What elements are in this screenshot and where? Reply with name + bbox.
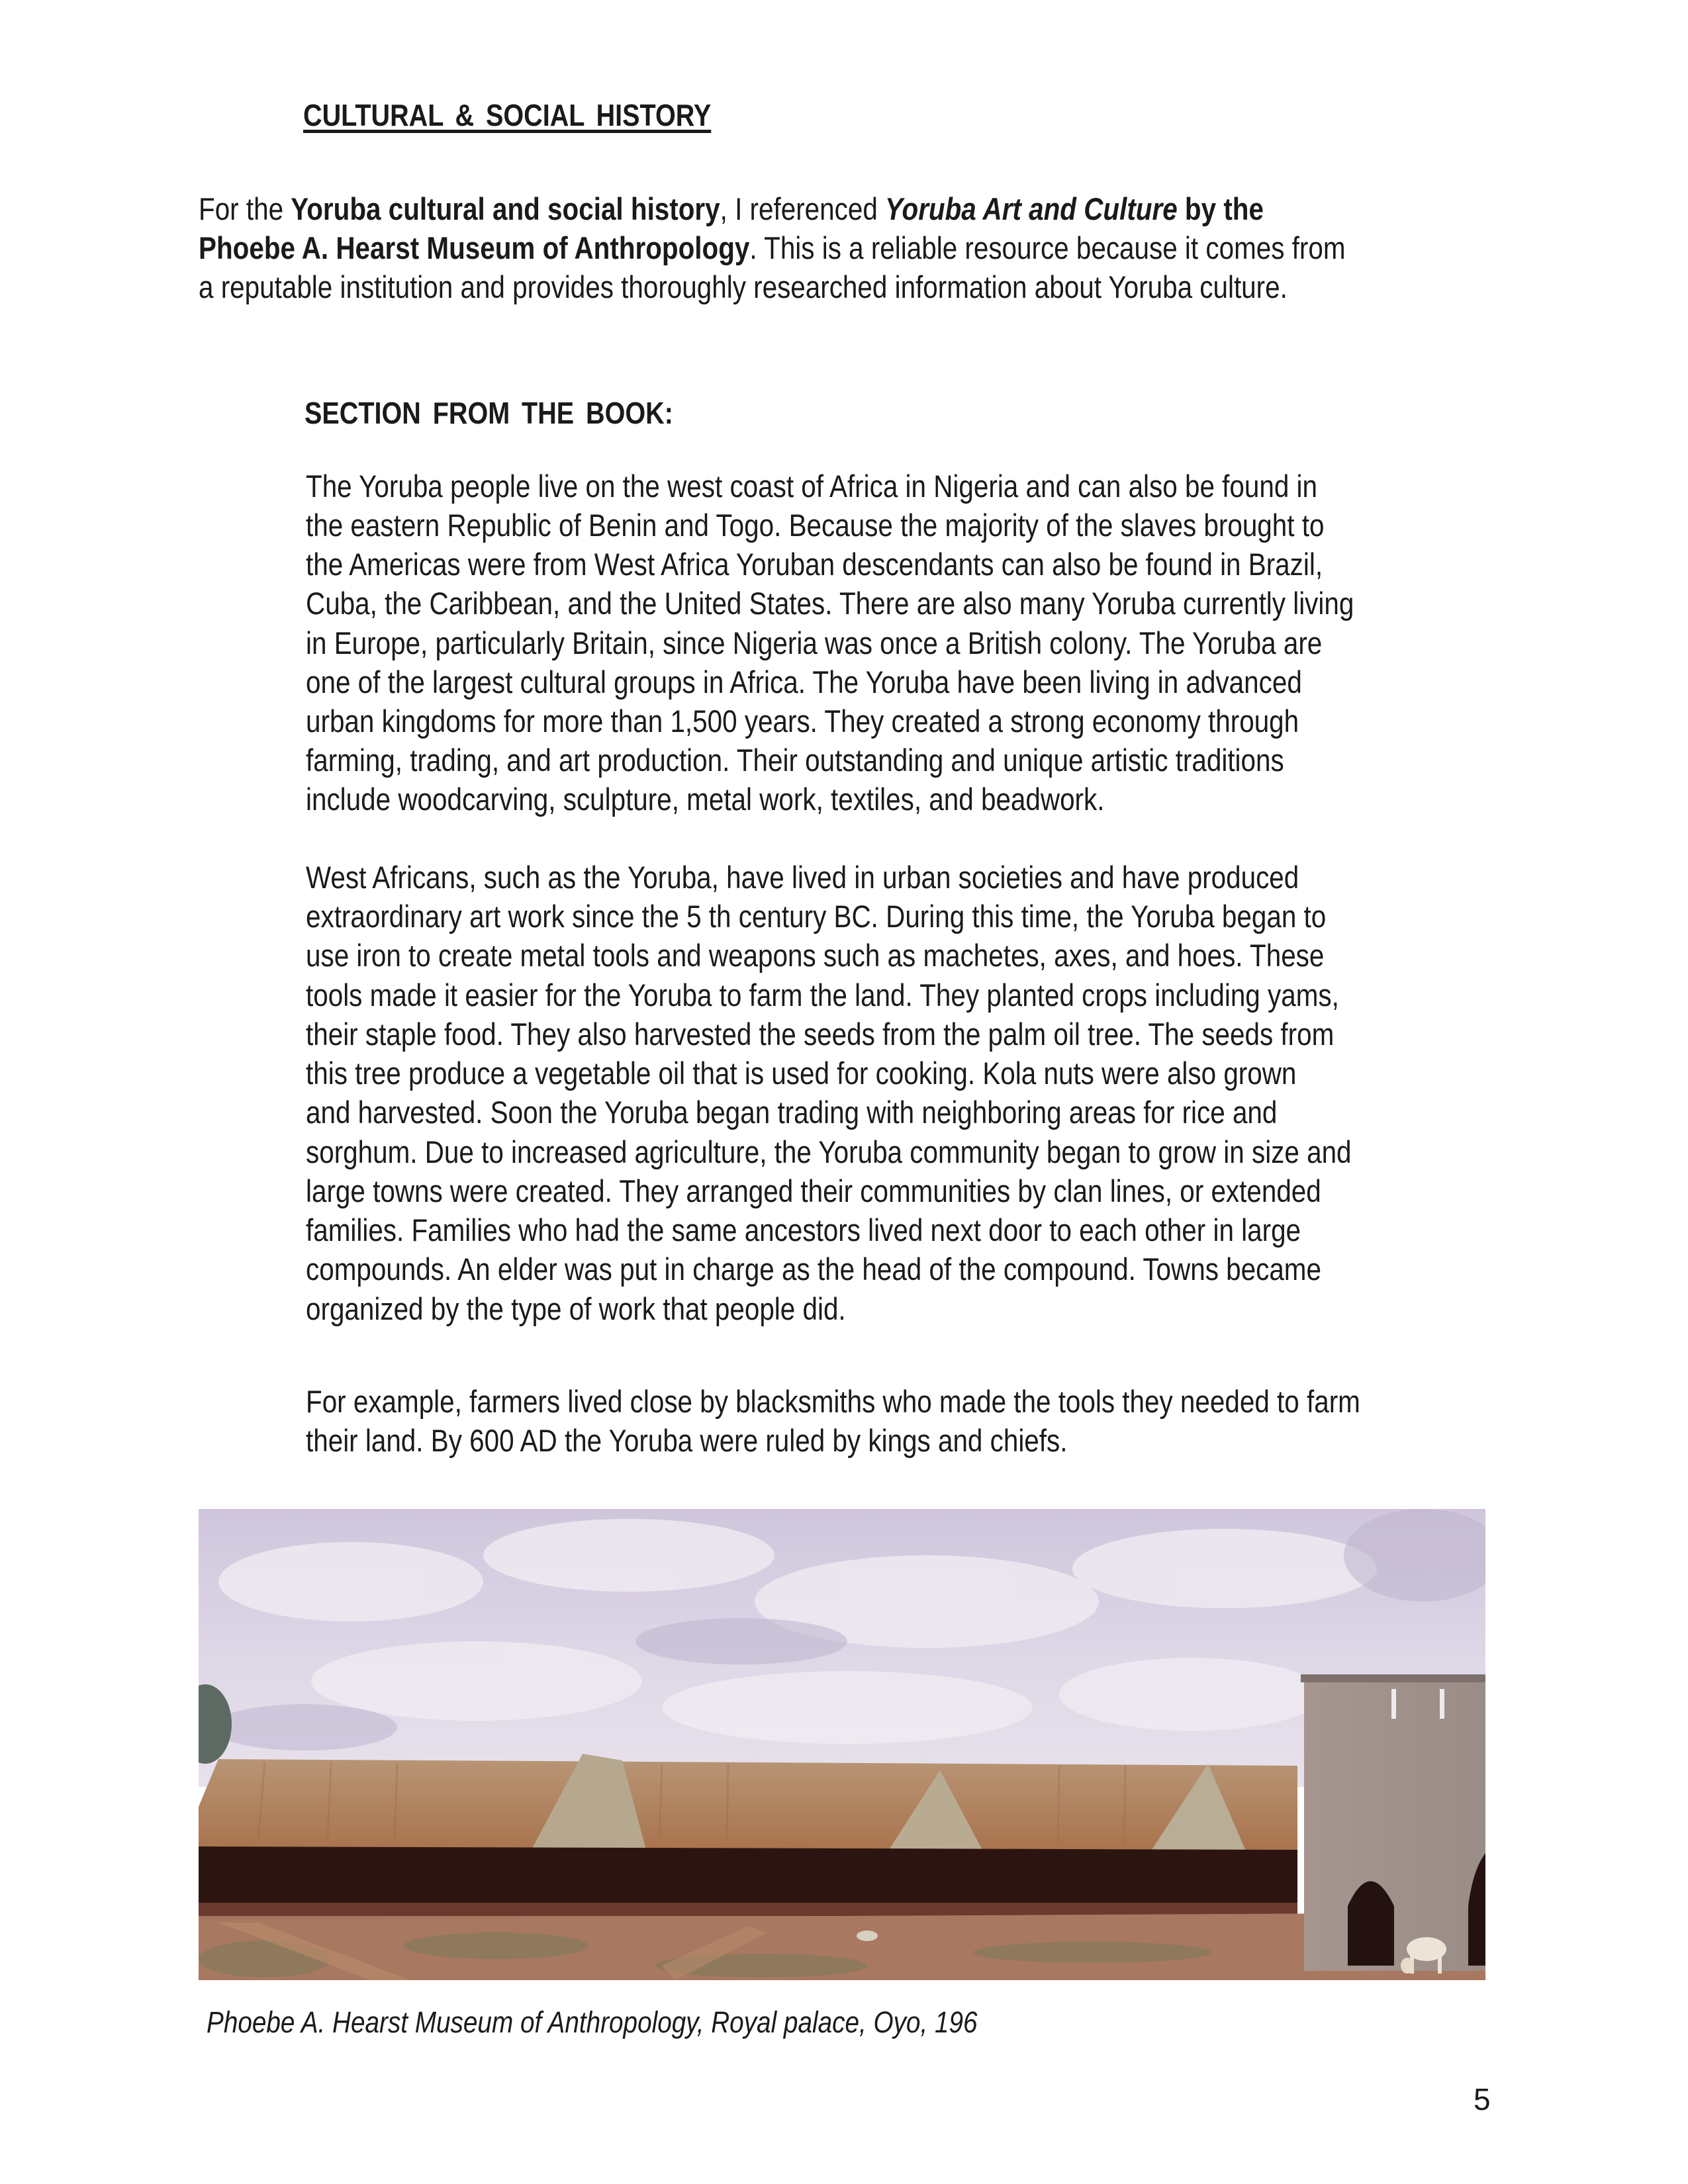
intro-line: [199, 230, 1345, 267]
body-line: extraordinary art work since the 5 th century BC. During this time, the Yoruba began to: [306, 899, 1327, 934]
body-line: organized by the type of work that people did.: [306, 1291, 846, 1326]
body-line: urban kingdoms for more than 1,500 years. They created a strong economy through: [306, 704, 1299, 739]
body-line: their staple food. They also harvested the seeds from the palm oil tree. The seeds from: [306, 1017, 1335, 1052]
body-line: the Americas were from West Africa Yoruban descendants can also be found in Brazil,: [306, 547, 1323, 582]
intro-text: a reputable institution and provides thoroughly researched information about Yoruba culture.: [199, 269, 1288, 304]
body-line: use iron to create metal tools and weapons such as machetes, axes, and hoes. These: [306, 938, 1325, 973]
intro-text: , I referenced: [720, 191, 886, 226]
intro-line: [199, 269, 1288, 306]
book-title: Yoruba Art and Culture: [885, 191, 1178, 226]
body-line: and harvested. Soon the Yoruba began trading with neighboring areas for rice and: [306, 1095, 1278, 1130]
intro-bold-text: by the: [1177, 191, 1264, 226]
body-line: their land. By 600 AD the Yoruba were ruled by kings and chiefs.: [306, 1423, 1068, 1458]
intro-text: . This is a reliable resource because it comes from: [749, 230, 1346, 265]
body-line: sorghum. Due to increased agriculture, the Yoruba community began to grow in size and: [306, 1134, 1352, 1169]
body-line: large towns were created. They arranged their communities by clan lines, or extended: [306, 1173, 1321, 1208]
body-line: families. Families who had the same ancestors lived next door to each other in large: [306, 1212, 1301, 1248]
page-heading: CULTURAL & SOCIAL HISTORY: [303, 98, 712, 132]
body-line: one of the largest cultural groups in Africa. The Yoruba have been living in advanced: [306, 664, 1302, 700]
royal-palace-photo: [199, 1509, 1485, 1980]
body-line: compounds. An elder was put in charge as the head of the compound. Towns became: [306, 1251, 1321, 1287]
body-line: tools made it easier for the Yoruba to farm the land. They planted crops including yams,: [306, 978, 1339, 1013]
body-line: The Yoruba people live on the west coast of Africa in Nigeria and can also be found in: [306, 469, 1317, 504]
body-line: For example, farmers lived close by blacksmiths who made the tools they needed to farm: [306, 1384, 1360, 1419]
body-line: West Africans, such as the Yoruba, have lived in urban societies and have produced: [306, 860, 1299, 895]
body-line: Cuba, the Caribbean, and the United States. There are also many Yoruba currently living: [306, 586, 1354, 621]
intro-line: [199, 191, 1264, 228]
page-number: 5: [1474, 2082, 1491, 2116]
body-line: include woodcarving, sculpture, metal work, textiles, and beadwork.: [306, 782, 1105, 817]
body-line: this tree produce a vegetable oil that is used for cooking. Kola nuts were also grown: [306, 1056, 1297, 1091]
body-line: the eastern Republic of Benin and Togo. Because the majority of the slaves brought to: [306, 508, 1325, 543]
section-heading: SECTION FROM THE BOOK:: [305, 396, 673, 430]
body-line: farming, trading, and art production. Their outstanding and unique artistic traditions: [306, 743, 1284, 778]
museum-name: Phoebe A. Hearst Museum of Anthropology: [199, 230, 750, 265]
intro-text: For the: [199, 191, 291, 226]
intro-bold-text: Yoruba cultural and social history: [291, 191, 720, 226]
body-line: in Europe, particularly Britain, since Nigeria was once a British colony. The Yoruba are: [306, 625, 1323, 660]
photo-caption: Phoebe A. Hearst Museum of Anthropology, Royal palace, Oyo, 196: [207, 2005, 978, 2039]
